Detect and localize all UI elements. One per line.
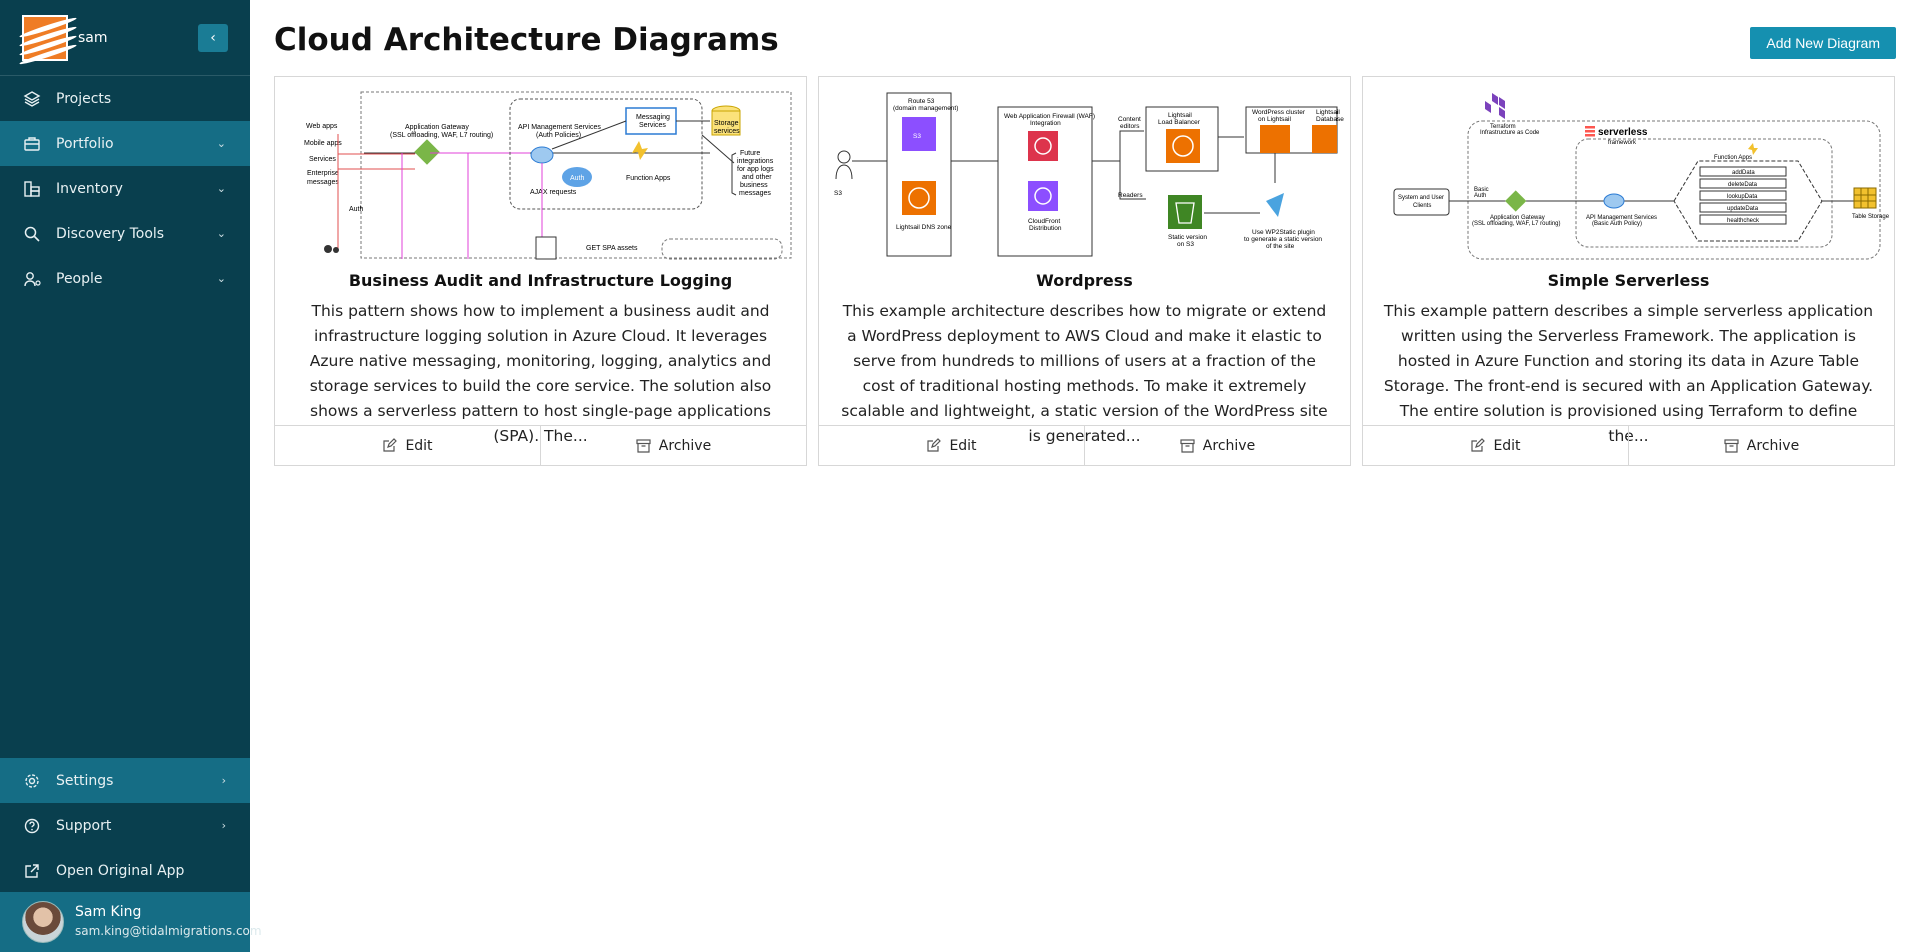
card-title: Business Audit and Infrastructure Logging — [348, 271, 733, 290]
chevron-down-icon: ⌄ — [216, 182, 226, 195]
sidebar-item-label: Open Original App — [56, 862, 185, 879]
chevron-down-icon: ⌄ — [216, 227, 226, 240]
edit-label: Edit — [1493, 437, 1521, 454]
thumb-text: (SSL offloading, WAF, L7 routing) — [390, 132, 494, 139]
archive-button[interactable] — [540, 426, 806, 465]
archive-label: Archive — [658, 437, 712, 454]
user-profile[interactable] — [0, 892, 262, 952]
edit-button[interactable] — [819, 426, 1084, 465]
sidebar-nav — [0, 76, 250, 301]
diagram-card — [274, 76, 807, 466]
edit-icon — [926, 438, 941, 453]
card-description: This pattern shows how to implement a business audit and infrastructure logging solution in Azure Cloud. It leverages Azure native messaging, monitoring, logging, analytics and storage services to build the core service. The solution also shows a serverless pattern to host single-page applications (SPA). The... — [309, 302, 772, 445]
thumb-text: Enterprise — [307, 170, 339, 177]
card-description: This example architecture describes how to migrate or extend a WordPress deployment to AWS Cloud and make it elastic to serve from hundreds to millions of users at a fraction of the cost of traditional hosting methods. To make it extremely scalable and lightweight, a static version of the WordPress site is generated... — [841, 302, 1328, 445]
thumb-text: Auth — [570, 175, 585, 182]
chevron-right-icon: › — [221, 819, 226, 832]
thumb-text: messages — [739, 190, 771, 197]
sidebar-item-open-original-app[interactable] — [0, 848, 250, 893]
thumb-text: GET SPA assets — [586, 245, 638, 252]
card-actions — [1363, 425, 1894, 465]
edit-button[interactable] — [275, 426, 540, 465]
thumb-text: Load Balancer — [1158, 119, 1200, 126]
archive-icon — [1180, 439, 1195, 453]
thumb-text: on Lightsail — [1258, 116, 1291, 123]
thumb-text: for app logs — [737, 166, 774, 173]
edit-button[interactable] — [1363, 426, 1628, 465]
thumb-text: Services — [639, 122, 666, 129]
archive-button[interactable] — [1084, 426, 1350, 465]
sidebar-item-label: Inventory — [56, 180, 123, 197]
sidebar-item-label: Support — [56, 817, 112, 834]
card-actions — [275, 425, 806, 465]
thumb-text: of the site — [1266, 243, 1295, 250]
thumb-text: Infrastructure as Code — [1480, 130, 1540, 136]
thumb-text: Lightsail — [1316, 109, 1340, 116]
thumb-text: addData — [1732, 170, 1755, 176]
thumb-text: Terraform — [1490, 124, 1516, 130]
thumb-text: business — [740, 182, 768, 189]
thumb-text: Table Storage — [1852, 214, 1890, 220]
thumb-text: Database — [1316, 116, 1344, 123]
thumb-text: Basic — [1474, 187, 1489, 193]
thumb-text: Auth — [1474, 193, 1487, 199]
archive-label: Archive — [1202, 437, 1256, 454]
avatar — [22, 901, 64, 943]
thumb-text: Future — [740, 150, 761, 157]
user-email: sam.king@tidalmigrations.com — [75, 924, 262, 938]
sidebar-item-settings[interactable] — [0, 758, 250, 803]
sidebar-item-label: Projects — [56, 90, 112, 107]
thumb-text: serverless — [1598, 127, 1648, 138]
search-icon — [24, 226, 56, 242]
sidebar-item-people[interactable] — [0, 256, 250, 301]
thumb-text: S3 — [913, 133, 921, 140]
thumb-text: Web Application Firewall (WAF) — [1004, 113, 1096, 120]
thumb-text: Lightsail — [1168, 112, 1192, 119]
thumb-text: Readers — [1118, 192, 1143, 199]
edit-label: Edit — [405, 437, 433, 454]
user-name: Sam King — [75, 904, 142, 920]
card-actions — [819, 425, 1350, 465]
edit-label: Edit — [949, 437, 977, 454]
thumb-text: Auth — [349, 206, 364, 213]
gear-icon — [24, 773, 56, 789]
diagram-card — [818, 76, 1351, 466]
main-content — [250, 0, 1921, 952]
thumb-text: Mobile apps — [304, 140, 342, 147]
app-logo — [22, 15, 68, 61]
thumb-text: Storage — [714, 120, 739, 127]
diagram-card — [1362, 76, 1895, 466]
archive-icon — [636, 439, 651, 453]
layers-icon — [24, 91, 56, 107]
thumb-text: System and User — [1398, 195, 1445, 201]
card-title: Wordpress — [1036, 271, 1133, 290]
thumb-text: Clients — [1413, 203, 1432, 209]
thumb-text: services — [714, 128, 740, 135]
thumb-text: Lightsail DNS zone — [896, 224, 952, 231]
thumb-text: Services — [309, 156, 336, 163]
chevron-down-icon: ⌄ — [216, 137, 226, 150]
thumb-text: S3 — [834, 190, 842, 197]
edit-icon — [382, 438, 397, 453]
collapse-sidebar-button[interactable] — [198, 24, 228, 52]
thumb-text: Messaging — [636, 114, 670, 121]
archive-label: Archive — [1746, 437, 1800, 454]
thumb-text: Use WP2Static plugin — [1252, 229, 1315, 236]
sidebar-item-inventory[interactable] — [0, 166, 250, 211]
thumb-text: on S3 — [1177, 241, 1194, 248]
thumb-text: Function Apps — [1714, 155, 1753, 161]
sidebar-item-label: People — [56, 270, 103, 287]
sidebar-item-support[interactable] — [0, 803, 250, 848]
sidebar-item-projects[interactable] — [0, 76, 250, 121]
diagram-cards — [274, 76, 1895, 466]
thumb-text: Route 53 — [908, 98, 935, 105]
inventory-icon — [24, 181, 56, 197]
edit-icon — [1470, 438, 1485, 453]
thumb-text: Application Gateway — [405, 124, 469, 131]
thumb-text: AJAX requests — [530, 189, 577, 196]
thumb-text: API Management Services — [518, 124, 601, 131]
card-title: Simple Serverless — [1547, 271, 1710, 290]
chevron-down-icon: ⌄ — [216, 272, 226, 285]
thumb-text: Application Gateway — [1490, 215, 1545, 221]
page-title: Cloud Architecture Diagrams — [274, 22, 779, 58]
diagram-thumbnail[interactable] — [834, 91, 1344, 259]
diagram-thumbnail[interactable] — [290, 91, 791, 259]
thumb-text: (domain management) — [893, 105, 959, 112]
thumb-text: API Management Services — [1586, 215, 1658, 221]
help-icon — [24, 818, 56, 834]
thumb-text: deleteData — [1728, 182, 1758, 188]
thumb-text: updateData — [1727, 206, 1759, 212]
thumb-text: healthcheck — [1727, 218, 1760, 224]
thumb-text: WordPress cluster — [1252, 109, 1305, 116]
card-description: This example pattern describes a simple serverless application written using the Serverless Framework. The application is hosted in Azure Function and storing its data in Azure Table Storage. The front-end is secured with an Application Gateway. The entire solution is provisioned using Terraform to define the... — [1383, 302, 1874, 445]
sidebar-item-label: Settings — [56, 772, 114, 789]
sidebar-bottom-nav — [0, 758, 250, 893]
people-icon — [24, 271, 56, 287]
workspace-name: sam — [78, 29, 108, 46]
sidebar — [0, 0, 262, 952]
thumb-text: (SSL offloading, WAF, L7 routing) — [1472, 221, 1561, 227]
sidebar-item-portfolio[interactable] — [0, 121, 250, 166]
thumb-text: messages — [307, 179, 339, 186]
thumb-text: Content — [1118, 116, 1141, 123]
chevron-right-icon: › — [221, 774, 226, 787]
diagram-thumbnail[interactable] — [1378, 91, 1890, 259]
thumb-text: Static version — [1168, 234, 1208, 241]
thumb-text: and other — [742, 174, 772, 181]
thumb-text: editors — [1120, 123, 1140, 130]
chevron-left-icon: ‹ — [210, 29, 216, 46]
archive-button[interactable] — [1628, 426, 1894, 465]
briefcase-icon — [24, 136, 56, 152]
thumb-text: lookupData — [1727, 194, 1758, 200]
thumb-text: (Basic Auth Policy) — [1592, 221, 1643, 227]
sidebar-item-label: Discovery Tools — [56, 225, 165, 242]
thumb-text: to generate a static version — [1244, 236, 1323, 243]
thumb-text: Distribution — [1029, 225, 1062, 232]
thumb-text: Function Apps — [626, 175, 671, 182]
thumb-text: Integration — [1030, 120, 1061, 127]
thumb-text: CloudFront — [1028, 218, 1061, 225]
external-link-icon — [24, 863, 56, 879]
thumb-text: (Auth Policies) — [536, 132, 582, 139]
thumb-text: framework — [1608, 140, 1637, 146]
thumb-text: integrations — [737, 158, 774, 165]
thumb-text: Web apps — [306, 123, 338, 130]
archive-icon — [1724, 439, 1739, 453]
add-new-diagram-button[interactable]: Add New Diagram — [1750, 27, 1896, 59]
sidebar-item-discovery-tools[interactable] — [0, 211, 250, 256]
sidebar-brand — [0, 0, 250, 76]
sidebar-item-label: Portfolio — [56, 135, 114, 152]
